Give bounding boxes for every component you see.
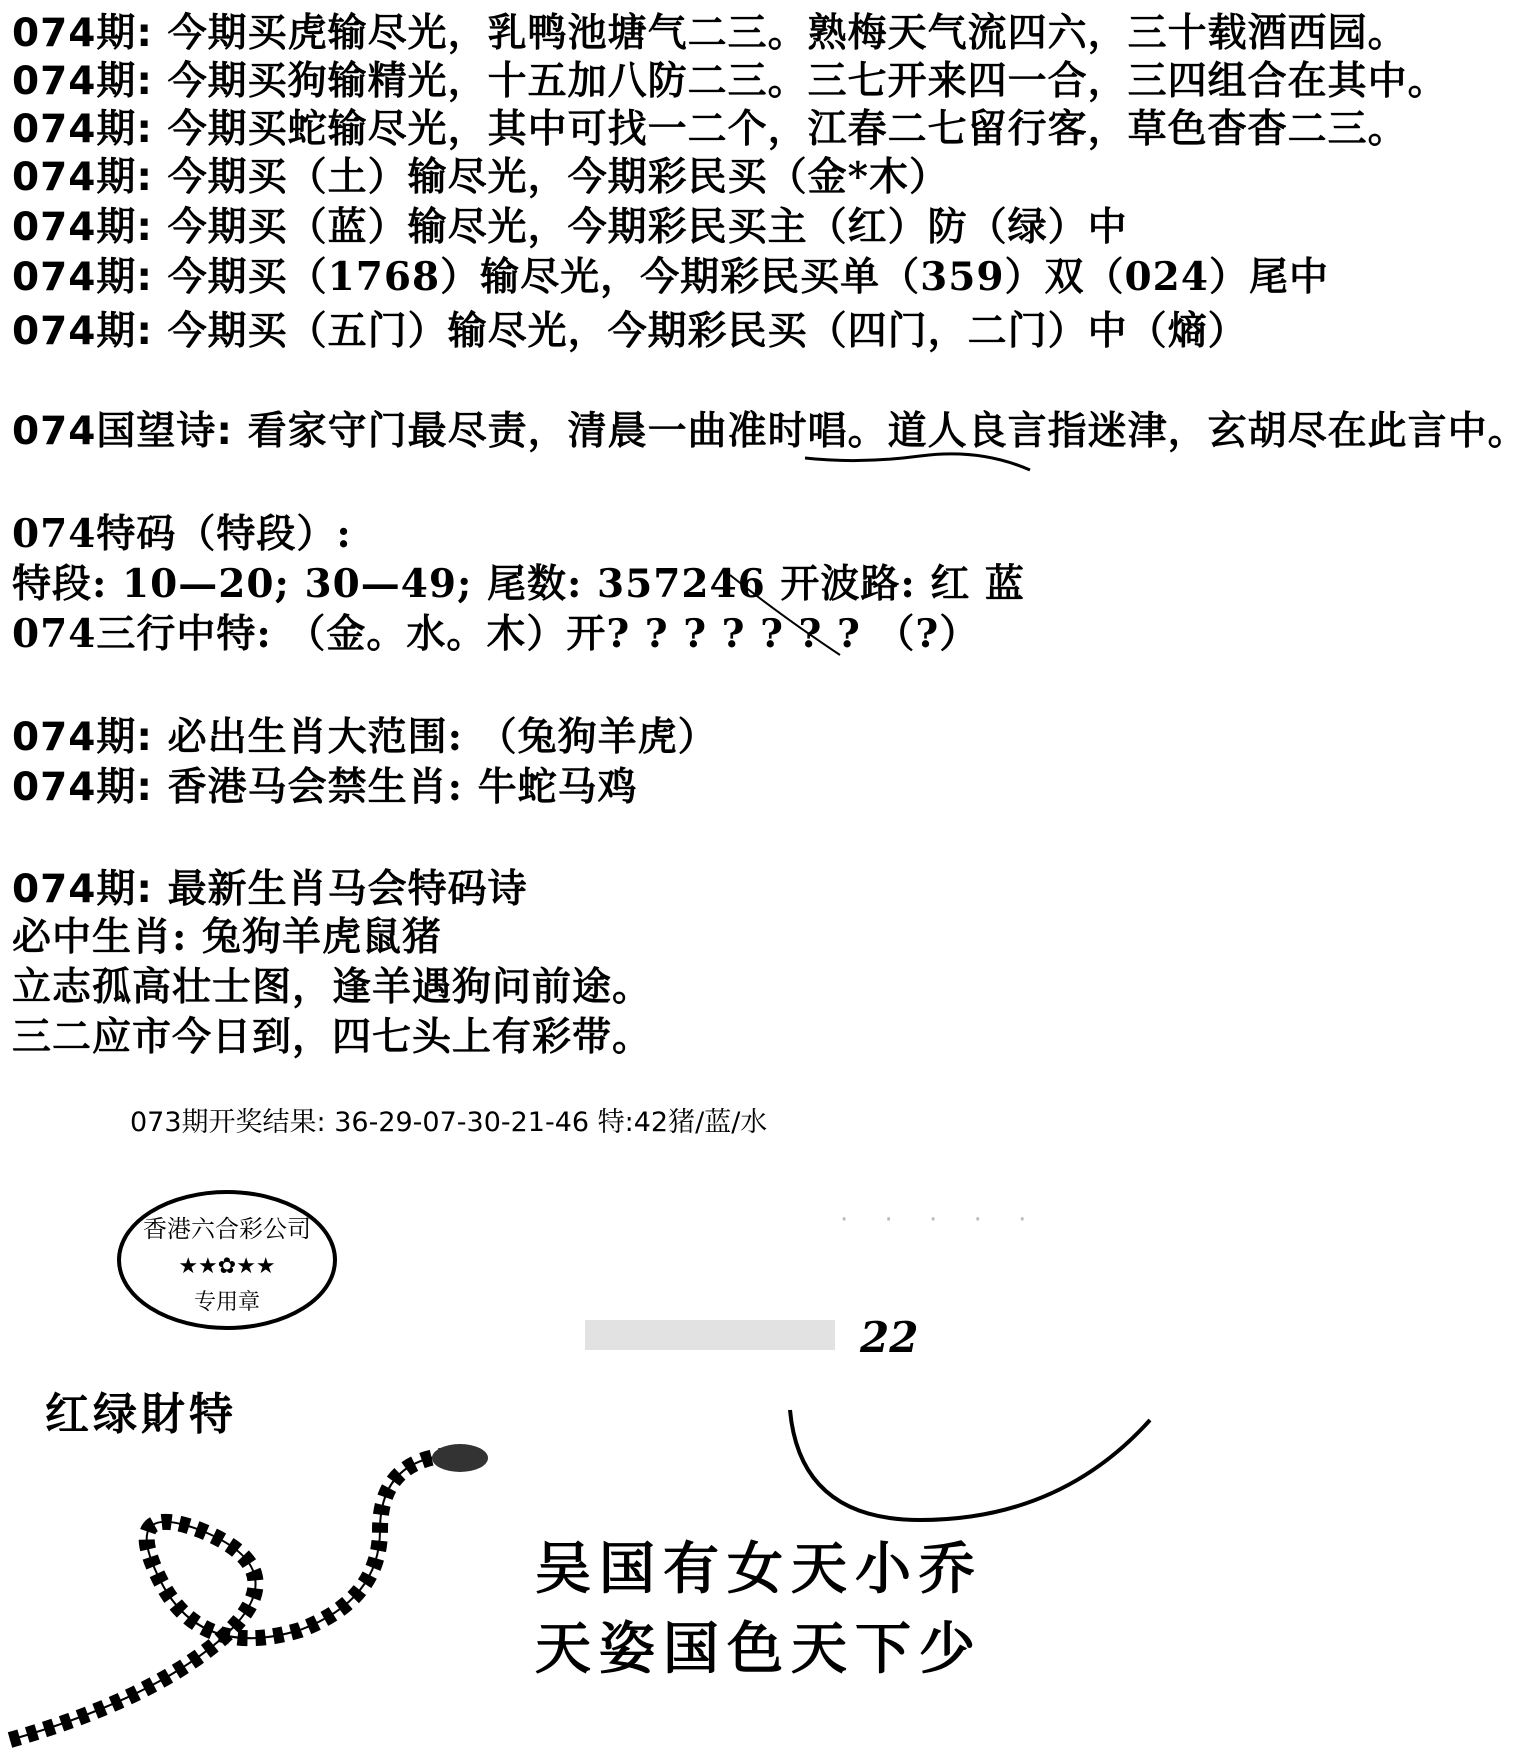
line-prefix: 074期: bbox=[12, 255, 154, 300]
underline-scribble bbox=[800, 430, 1080, 480]
company-seal bbox=[112, 1185, 342, 1335]
line-6 bbox=[12, 254, 1329, 300]
zodiac-text: 必出生肖大范围: （兔狗羊虎） bbox=[167, 714, 718, 760]
poem-text: 看家守门最尽责，清晨一曲准时唱。道人良言指迷津，玄胡尽在此言中。 bbox=[247, 408, 1528, 454]
line-text: 今期买（1768）输尽光，今期彩民买单（359）双（024）尾中 bbox=[167, 254, 1329, 300]
seal-top-text: 香港六合彩公司 bbox=[143, 1215, 311, 1243]
tema-title: 074特码（特段）: bbox=[12, 511, 352, 557]
line-text: 今期买狗输精光，十五加八防二三。三七开来四一合，三四组合在其中。 bbox=[167, 58, 1448, 104]
sign-mark: 22 bbox=[860, 1313, 919, 1362]
snake-illustration bbox=[0, 1440, 520, 1754]
tema-line2: 074三行中特: （金。水。木）开? ? ? ? ? ? ? （?） bbox=[12, 611, 980, 657]
poem-prefix: 074国望诗: bbox=[12, 409, 234, 454]
scribble-mark bbox=[720, 555, 860, 665]
line-prefix: 074期: bbox=[12, 205, 154, 250]
verse-text: 最新生肖马会特码诗 bbox=[167, 866, 528, 912]
line-prefix: 074期: bbox=[12, 155, 154, 200]
zodiac-prefix: 074期: bbox=[12, 765, 154, 810]
zodiac-prefix: 074期: bbox=[12, 715, 154, 760]
line-text: 今期买蛇输尽光，其中可找一二个，江春二七留行客，草色杳杳二三。 bbox=[167, 106, 1408, 152]
line-text: 今期买（蓝）输尽光，今期彩民买主（红）防（绿）中 bbox=[167, 204, 1128, 250]
line-1 bbox=[12, 10, 1408, 56]
seal-caption: 红绿財特 bbox=[45, 1389, 237, 1440]
line-4 bbox=[12, 154, 949, 200]
line-prefix: 074期: bbox=[12, 59, 154, 104]
verse-prefix: 074期: bbox=[12, 867, 154, 912]
line-7 bbox=[12, 308, 1248, 354]
zodiac-line1 bbox=[12, 714, 718, 760]
line-prefix: 074期: bbox=[12, 309, 154, 354]
line-text: 今期买（土）输尽光，今期彩民买（金*木） bbox=[167, 154, 949, 200]
line-text: 今期买虎输尽光，乳鸭池塘气二三。熟梅天气流四六，三十载酒西园。 bbox=[167, 10, 1408, 56]
tema-line1: 特段: 10—20; 30—49; 尾数: 357246 开波路: 红 蓝 bbox=[12, 561, 1025, 607]
arc-decoration bbox=[770, 1400, 1170, 1530]
seal-bottom-text: 专用章 bbox=[193, 1290, 261, 1315]
bottom-poem-line2: 天姿国色天下少 bbox=[535, 1616, 983, 1682]
verse-line4: 三二应市今日到，四七头上有彩带。 bbox=[12, 1014, 653, 1060]
verse-line2: 必中生肖: 兔狗羊虎鼠猪 bbox=[12, 914, 442, 960]
poem-line bbox=[12, 408, 1528, 454]
draw-result: 073期开奖结果: 36-29-07-30-21-46 特:42猪/蓝/水 bbox=[130, 1107, 768, 1138]
bottom-poem-line1: 吴国有女天小乔 bbox=[535, 1536, 983, 1602]
line-3 bbox=[12, 106, 1408, 152]
verse-line3: 立志孤高壮士图，逢羊遇狗问前途。 bbox=[12, 964, 653, 1010]
line-2 bbox=[12, 58, 1448, 104]
line-prefix: 074期: bbox=[12, 107, 154, 152]
signature-area bbox=[580, 1300, 950, 1370]
seal-stars: ★★✿★★ bbox=[178, 1254, 276, 1279]
line-prefix: 074期: bbox=[12, 11, 154, 56]
line-text: 今期买（五门）输尽光，今期彩民买（四门，二门）中（熵） bbox=[167, 308, 1248, 354]
faded-marks: · · · · · bbox=[840, 1205, 1041, 1235]
line-5 bbox=[12, 204, 1128, 250]
zodiac-line2 bbox=[12, 764, 638, 810]
zodiac-text: 香港马会禁生肖: 牛蛇马鸡 bbox=[167, 764, 638, 810]
verse-line1 bbox=[12, 866, 528, 912]
snake-head bbox=[432, 1444, 488, 1472]
